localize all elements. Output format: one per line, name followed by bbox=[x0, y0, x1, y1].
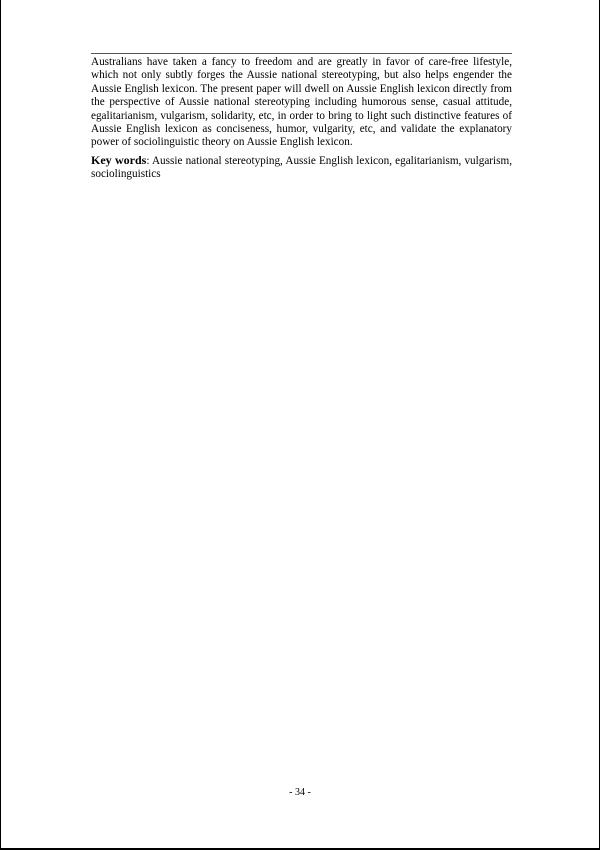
abstract-paragraph: Australians have taken a fancy to freedom and are greatly in favor of care-free lifestyle, which not only subtly forges the Aussie national stereotyping, but also helps engender the Aussie English lexicon. The present paper will dwell on Aussie English lexicon directly from the perspective of Aussie national stereotyping including humorous sense, casual attitude, egalitarianism, vulgarism, solidarity, etc, in order to bring to light such distinctive features of Aussie English lexicon as conciseness, humor, vulgarity, etc, and validate the explanatory power of sociolinguistic theory on Aussie English lexicon. bbox=[91, 56, 512, 149]
page-number: - 34 - bbox=[289, 787, 311, 798]
keywords-label: Key words bbox=[91, 152, 147, 167]
keywords-separator: : bbox=[146, 154, 150, 167]
keywords-paragraph bbox=[91, 154, 512, 182]
abstract-block bbox=[91, 56, 512, 182]
header-rule bbox=[91, 53, 512, 54]
keywords-list: Aussie national stereotyping, Aussie English lexicon, egalitarianism, vulgarism, sociolinguistics bbox=[91, 154, 512, 181]
